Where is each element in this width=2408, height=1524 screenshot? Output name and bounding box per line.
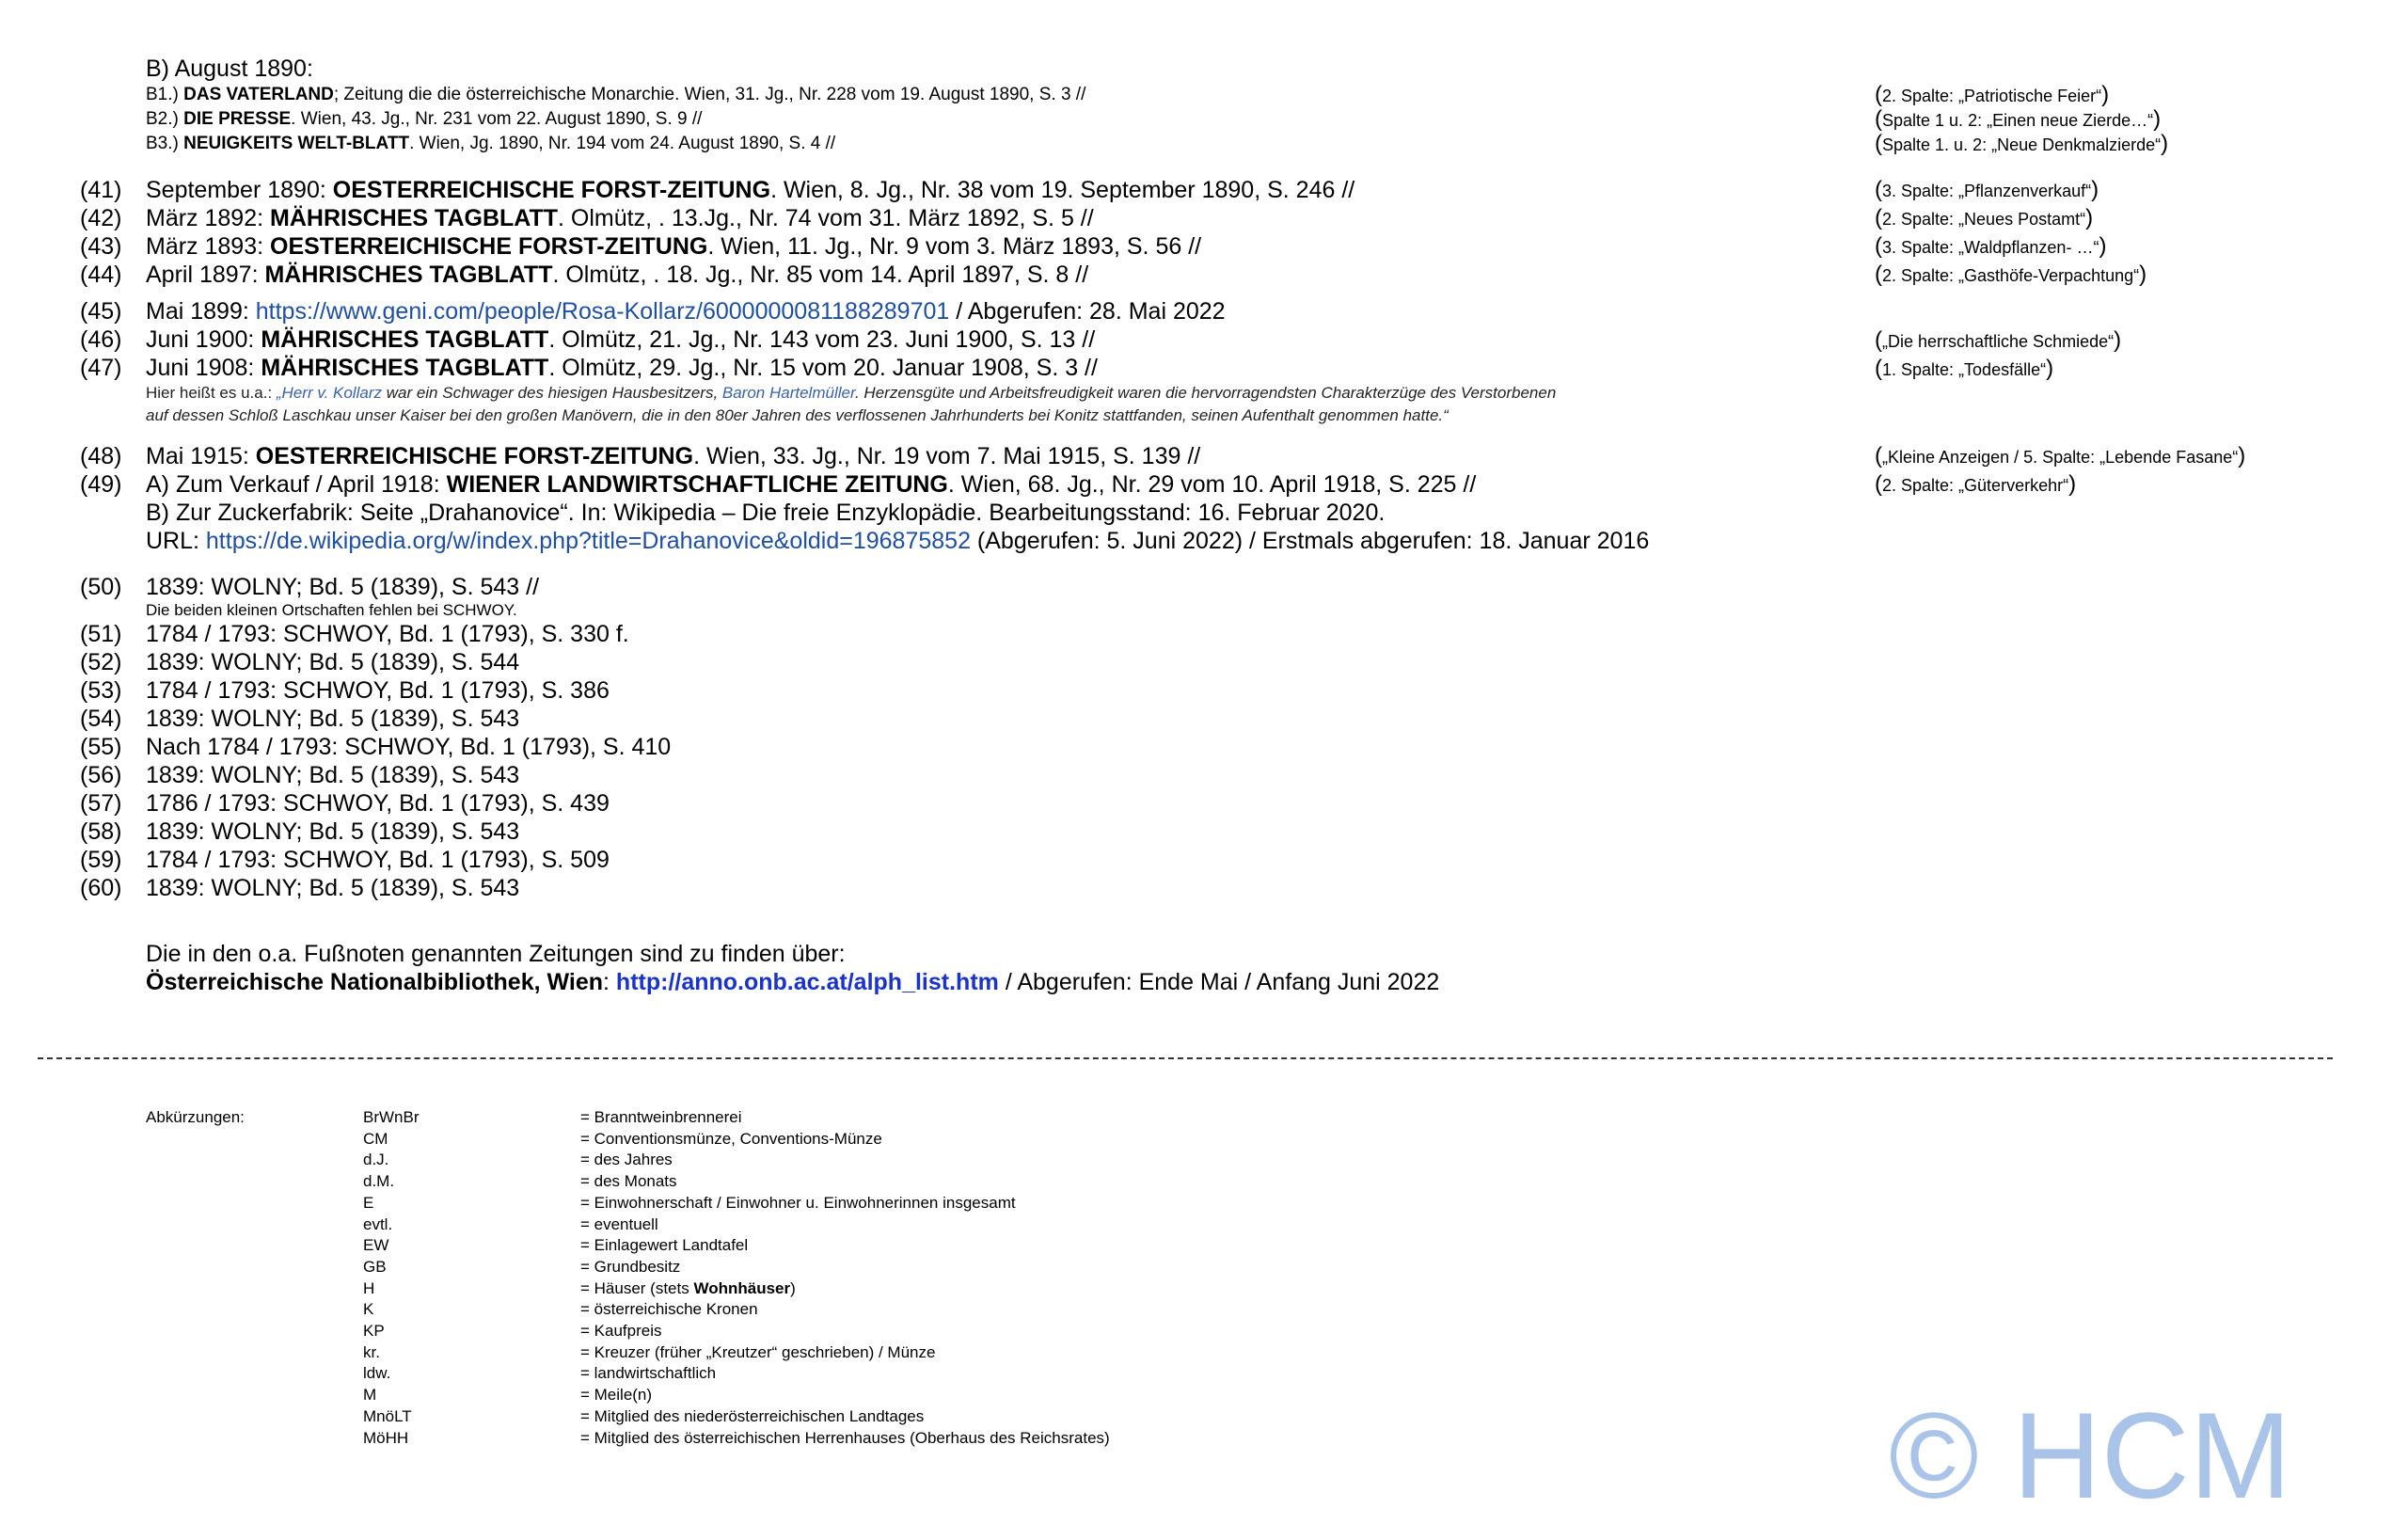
footnote-60: (60) 1839: WOLNY; Bd. 5 (1839), S. 543: [80, 875, 520, 901]
abbreviation-key: evtl.: [363, 1214, 393, 1233]
footnote-58: (58) 1839: WOLNY; Bd. 5 (1839), S. 543: [80, 818, 520, 845]
note-42: (2. Spalte: „Neues Postamt“): [1875, 205, 2094, 230]
footnote-50-note: Die beiden kleinen Ortschaften fehlen bei SCHWOY.: [146, 601, 517, 619]
note-46: („Die herrschaftliche Schmiede“): [1875, 327, 2122, 353]
abbreviation-value: = des Jahres: [580, 1151, 673, 1169]
abbreviation-value: = Einlagewert Landtafel: [580, 1236, 749, 1255]
footnote-41: (41) September 1890: OESTERREICHISCHE FORST-ZEITUNG. Wien, 8. Jg., Nr. 38 vom 19. September 1890, S. 246 //: [80, 177, 1355, 203]
abbreviation-key: d.J.: [363, 1151, 389, 1169]
abbreviation-value: = Meile(n): [580, 1386, 653, 1405]
section-b2: [146, 107, 1085, 132]
abbreviation-key: E: [363, 1193, 374, 1212]
abbreviation-key: EW: [363, 1236, 389, 1255]
footnote-50: (50) 1839: WOLNY; Bd. 5 (1839), S. 543 //: [80, 574, 540, 600]
footnotes-45-47: [80, 297, 1557, 427]
abbreviation-key: ldw.: [363, 1364, 391, 1383]
abbreviation-key: KP: [363, 1322, 385, 1340]
footnote-47: (47) Juni 1908: MÄHRISCHES TAGBLATT. Olmütz, 29. Jg., Nr. 15 vom 20. Januar 1908, S. 3 //: [80, 355, 1098, 381]
footnote-42: (42) März 1892: MÄHRISCHES TAGBLATT. Olmütz, . 13.Jg., Nr. 74 vom 31. März 1892, S. 5 //: [80, 205, 1094, 231]
abbreviation-key: kr.: [363, 1342, 380, 1361]
footnote-55: (55) Nach 1784 / 1793: SCHWOY, Bd. 1 (1793), S. 410: [80, 734, 672, 760]
section-b3: [146, 132, 1085, 156]
b2-prefix: B2.): [146, 109, 184, 129]
note-b1: (2. Spalte: „Patriotische Feier“): [1875, 82, 2110, 107]
b3-prefix: B3.): [146, 134, 184, 153]
footnote-45: (45) Mai 1899: https://www.geni.com/people/Rosa-Kollarz/6000000081188289701 / Abgerufen: 28. Mai 2022: [80, 298, 1226, 325]
footnote-56: (56) 1839: WOLNY; Bd. 5 (1839), S. 543: [80, 762, 520, 788]
abbreviation-value: = Grundbesitz: [580, 1257, 681, 1276]
footnote-49: (49) A) Zum Verkauf / April 1918: WIENER LANDWIRTSCHAFTLICHE ZEITUNG. Wien, 68. Jg., Nr. 29 vom 10. April 1918, S. 225 //: [80, 471, 1477, 498]
footnote-59: (59) 1784 / 1793: SCHWOY, Bd. 1 (1793), S. 509: [80, 847, 610, 873]
b3-title: NEUIGKEITS WELT-BLATT: [183, 134, 410, 153]
abbreviation-value: = Branntweinbrennerei: [580, 1108, 742, 1126]
source-block: [146, 940, 1439, 996]
section-b: [146, 55, 1085, 156]
abbreviation-value: = Kaufpreis: [580, 1322, 662, 1340]
b1-title: DAS VATERLAND: [183, 85, 334, 104]
footnotes-50-60: [80, 573, 672, 902]
footnote-49-url: URL: https://de.wikipedia.org/w/index.php?title=Drahanovice&oldid=196875852 (Abgerufen: 5. Juni 2022) / Erstmals abgerufen: 18. Januar 2016: [146, 528, 1650, 554]
footnote-47-quote: Hier heißt es u.a.: „Herr v. Kollarz war ein Schwager des hiesigen Hausbesitzers, Baron Hartelmüller. Herzensgüte und Arbeitsfreudigkeit waren die hervorragendsten Charakterzüge des Verstorbenen: [146, 384, 1557, 402]
abbreviation-key: d.M.: [363, 1172, 395, 1191]
abbreviation-key: M: [363, 1386, 377, 1405]
footnote-53: (53) 1784 / 1793: SCHWOY, Bd. 1 (1793), S. 386: [80, 677, 610, 704]
b1-rest: ; Zeitung die die österreichische Monarchie. Wien, 31. Jg., Nr. 228 vom 19. August 1890, S. 3 //: [333, 85, 1086, 104]
note-47: (1. Spalte: „Todesfälle“): [1875, 356, 2054, 381]
abbreviation-key: H: [363, 1278, 375, 1297]
abbreviation-value: = österreichische Kronen: [580, 1300, 758, 1319]
footnotes-48-49: [80, 442, 1650, 555]
abbreviation-value: = des Monats: [580, 1172, 677, 1191]
note-43: (3. Spalte: „Waldpflanzen- …“): [1875, 233, 2107, 259]
b1-prefix: B1.): [146, 85, 184, 104]
abbreviation-value: = landwirtschaftlich: [580, 1364, 717, 1383]
abbreviation-key: BrWnBr: [363, 1108, 420, 1126]
note-b2: (Spalte 1 u. 2: „Einen neue Zierde…“): [1875, 106, 2162, 132]
b3-rest: . Wien, Jg. 1890, Nr. 194 vom 24. August 1890, S. 4 //: [409, 134, 836, 153]
abbreviation-value: = Conventionsmünze, Conventions-Münze: [580, 1129, 882, 1148]
abbreviation-value: = eventuell: [580, 1214, 658, 1233]
note-44: (2. Spalte: „Gasthöfe-Verpachtung“): [1875, 262, 2147, 287]
abbreviation-key: GB: [363, 1257, 387, 1276]
b2-rest: . Wien, 43. Jg., Nr. 231 vom 22. August 1890, S. 9 //: [291, 109, 703, 129]
source-library: Österreichische Nationalbibliothek, Wien: http://anno.onb.ac.at/alph_list.htm / Abgerufen: Ende Mai / Anfang Juni 2022: [146, 969, 1440, 995]
abbreviation-key: K: [363, 1300, 374, 1319]
abbreviation-value: = Mitglied des niederösterreichischen Landtages: [580, 1406, 925, 1425]
footnote-57: (57) 1786 / 1793: SCHWOY, Bd. 1 (1793), S. 439: [80, 790, 610, 817]
abbreviation-key: CM: [363, 1129, 388, 1148]
wikipedia-link[interactable]: https://de.wikipedia.org/w/index.php?title=Drahanovice&oldid=196875852: [205, 528, 971, 554]
note-49: (2. Spalte: „Güterverkehr“): [1875, 471, 2077, 497]
section-b1: [146, 83, 1085, 107]
footnote-47-quote-cont: auf dessen Schloß Laschkau unser Kaiser bei den großen Manövern, die in den 80er Jahren des verflossenen Jahrhunderts bei Konitz stattfanden, seinen Aufenthalt genommen hatte.“: [146, 406, 1449, 424]
note-41: (3. Spalte: „Pflanzenverkauf“): [1875, 177, 2099, 202]
footnote-46: (46) Juni 1900: MÄHRISCHES TAGBLATT. Olmütz, 21. Jg., Nr. 143 vom 23. Juni 1900, S. 13 //: [80, 326, 1096, 353]
footnote-48: (48) Mai 1915: OESTERREICHISCHE FORST-ZEITUNG. Wien, 33. Jg., Nr. 19 vom 7. Mai 1915, S. 139 //: [80, 443, 1201, 469]
abbreviation-value: = Kreuzer (früher „Kreutzer“ geschrieben) / Münze: [580, 1342, 936, 1361]
abbreviation-key: MöHH: [363, 1428, 409, 1447]
source-intro: Die in den o.a. Fußnoten genannten Zeitungen sind zu finden über:: [146, 941, 846, 967]
footnote-54: (54) 1839: WOLNY; Bd. 5 (1839), S. 543: [80, 706, 520, 732]
abbreviation-value: = Mitglied des österreichischen Herrenhauses (Oberhaus des Reichsrates): [580, 1428, 1110, 1447]
abbreviation-key: MnöLT: [363, 1406, 412, 1425]
abbreviation-value: = Häuser (stets Wohnhäuser): [580, 1278, 796, 1297]
footnote-44: (44) April 1897: MÄHRISCHES TAGBLATT. Olmütz, . 18. Jg., Nr. 85 vom 14. April 1897, S. 8 //: [80, 262, 1089, 288]
b2-title: DIE PRESSE: [183, 109, 292, 129]
footnote-43: (43) März 1893: OESTERREICHISCHE FORST-ZEITUNG. Wien, 11. Jg., Nr. 9 vom 3. März 1893, S. 56 //: [80, 233, 1202, 260]
section-divider: [38, 1057, 2333, 1059]
footnote-52: (52) 1839: WOLNY; Bd. 5 (1839), S. 544: [80, 649, 520, 675]
footnotes-41-44: [80, 176, 1355, 289]
geni-link[interactable]: https://www.geni.com/people/Rosa-Kollarz/6000000081188289701: [255, 298, 950, 325]
hcm-watermark: © HCM: [1889, 1387, 2291, 1524]
section-b-heading: B) August 1890:: [146, 56, 313, 82]
footnote-51: (51) 1784 / 1793: SCHWOY, Bd. 1 (1793), S. 330 f.: [80, 621, 629, 647]
footnote-49-b: B) Zur Zuckerfabrik: Seite „Drahanovice“. In: Wikipedia – Die freie Enzyklopädie. Bearbeitungsstand: 16. Februar 2020.: [146, 500, 1386, 526]
note-48: („Kleine Anzeigen / 5. Spalte: „Lebende Fasane“): [1875, 443, 2246, 468]
abbreviation-value: = Einwohnerschaft / Einwohner u. Einwohnerinnen insgesamt: [580, 1193, 1016, 1212]
abbreviations-label: Abkürzungen:: [146, 1108, 245, 1126]
note-b3: (Spalte 1. u. 2: „Neue Denkmalzierde“): [1875, 131, 2169, 156]
anno-link[interactable]: http://anno.onb.ac.at/alph_list.htm: [615, 969, 999, 995]
